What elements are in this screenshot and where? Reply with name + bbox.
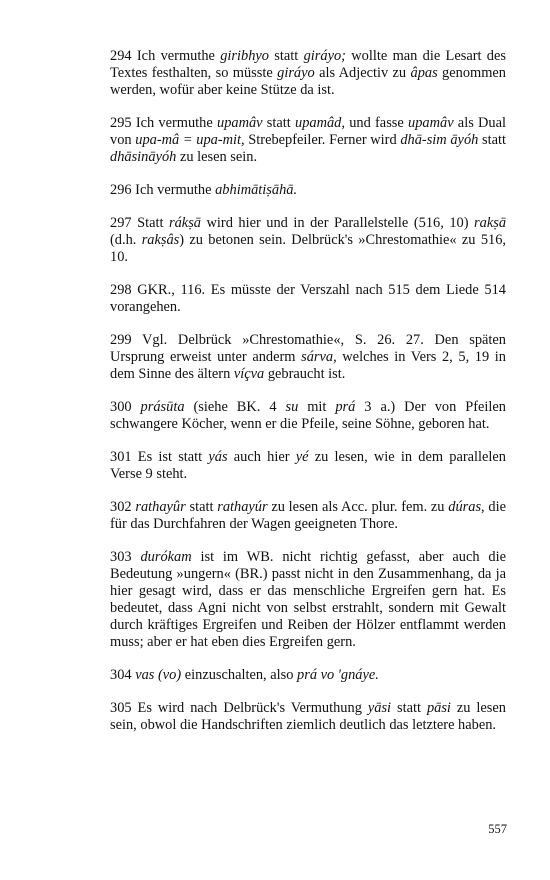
footnote-text: (siehe BK. 4 [184,399,286,415]
footnote-italic-term: yé [295,449,309,465]
footnote-italic-term: víçva [233,366,265,382]
footnote-text: ist im WB. nicht richtig gefasst, aber auch die Bedeutung »ungern« (BR.) passt nicht in den Zusammenhang, da ja hier gesagt wird, dass er das menschliche Ergreifen gern hat. Es bedeutet, dass Agni nicht von selbst erstrahlt, sondern mit Gewalt durch kräftiges Ergreifen und Reiben der Hölzer entflammt werden muss; aber er hat eben dies Ergreifen gern. [110,549,507,650]
footnote-text: 295 Ich vermuthe [110,115,217,131]
footnote [110,282,506,316]
footnote-italic-term: giribhyo [220,48,269,64]
footnote-text: 296 Ich vermuthe [110,182,216,198]
footnote-text: 301 Es ist statt [110,449,209,465]
footnote-text: mit [298,399,336,415]
footnote [110,667,506,684]
footnote [110,332,506,383]
footnote [110,700,506,734]
footnote-italic-term: dhāsināyóh [110,149,177,165]
footnote-italic-term: giráyo [277,65,315,81]
page-number: 557 [488,822,507,836]
footnote-italic-term: rathayúr [217,499,268,515]
footnote-text: als Adjectiv zu [314,65,411,81]
footnote-text: wird hier und in der Parallelstelle (516, 10) [201,215,475,231]
footnote-italic-term: su [285,399,299,415]
footnote-text: statt [269,48,304,64]
footnote-text: 302 [110,499,136,515]
footnote-text: zu lesen sein. [176,149,258,165]
footnote [110,549,506,651]
footnote-italic-term: prá [335,399,356,415]
footnote-text: 300 [110,399,141,415]
footnote-text: statt [391,700,427,716]
footnote-italic-term: âpas [410,65,438,81]
footnote-text: zu lesen sein, obwol die Handschriften ziemlich deutlich das letztere haben. [110,700,506,733]
footnote-text: als Dual von [110,115,506,148]
footnote-italic-term: abhimātiṣāhā. [215,182,298,198]
footnote-text: ) zu betonen sein. Delbrück's »Chrestomathie« zu 516, 10. [110,232,506,265]
footnote-text: 294 Ich vermuthe [110,48,221,64]
footnotes-page [110,48,506,750]
footnote-text: 305 Es wird nach Delbrück's Vermuthung [110,700,368,716]
footnote-text: statt [262,115,295,131]
footnote-text: 303 [110,549,141,565]
footnote-text: und fasse [344,115,409,131]
footnote-text: 299 Vgl. Delbrück »Chrestomathie«, S. 26. 27. Den späten Ursprung erweist unter anderm [110,332,506,365]
footnote-text: einzuschalten, also [181,667,298,683]
footnote-italic-term: yāsi [367,700,392,716]
footnote-text: 298 GKR., 116. Es müsste der Verszahl nach 515 dem Liede 514 vorangehen. [110,282,506,315]
footnote-text: gebraucht ist. [264,366,346,382]
footnote-text: Strebepfeiler. Ferner wird [244,132,401,148]
footnote [110,215,506,266]
footnote [110,449,506,483]
footnote-text: die für das Durchfahren der Wagen geeigneten Thore. [110,499,506,532]
footnote-italic-term: rakṣâs [141,232,180,248]
footnote-text: zu lesen als Acc. plur. fem. zu [267,499,449,515]
footnote-italic-term: dúras, [448,499,485,515]
footnote-text: statt [185,499,218,515]
footnote-text: welches in Vers 2, 5, 19 in dem Sinne des ältern [110,349,506,382]
footnote-italic-term: upamâd, [295,115,345,131]
footnote-italic-term: prá vo 'gnáye. [297,667,379,683]
footnote-text: (d.h. [110,232,142,248]
footnote-italic-term: upamâv [408,115,454,131]
footnote-italic-term: pāsi [426,700,451,716]
footnote-italic-term: yás [208,449,228,465]
footnote-italic-term: sárva, [301,349,337,365]
footnote-text: 304 [110,667,136,683]
footnote-text: wollte man die Lesart des Textes festhalten, so müsste [110,48,506,81]
footnote-italic-term: upa-mâ = upa-mit, [135,132,245,148]
footnote-italic-term: prásūta [140,399,185,415]
footnote-italic-term: upamâv [217,115,263,131]
footnotes-list [110,48,506,734]
footnote-italic-term: vas (vo) [135,667,182,683]
footnote-italic-term: rákṣā [169,215,201,231]
footnote-text: 297 Statt [110,215,170,231]
footnote-text: genommen werden, wofür aber keine Stütze da ist. [110,65,506,98]
footnote-italic-term: rathayûr [135,499,186,515]
footnote-text: zu lesen, wie in dem parallelen Verse 9 steht. [110,449,506,482]
footnote [110,182,506,199]
footnote-italic-term: rakṣā [474,215,507,231]
footnote-italic-term: giráyo; [303,48,346,64]
footnote-text: 3 a.) Der von Pfeilen schwangere Köcher, wenn er die Pfeile, seine Söhne, geboren hat. [110,399,506,432]
footnote-italic-term: dhā-sim āyóh [400,132,479,148]
footnote-text: auch hier [227,449,296,465]
footnote [110,399,506,433]
footnote [110,115,506,166]
footnote [110,48,506,99]
footnote [110,499,506,533]
footnote-italic-term: durókam [140,549,192,565]
footnote-text: statt [478,132,506,148]
